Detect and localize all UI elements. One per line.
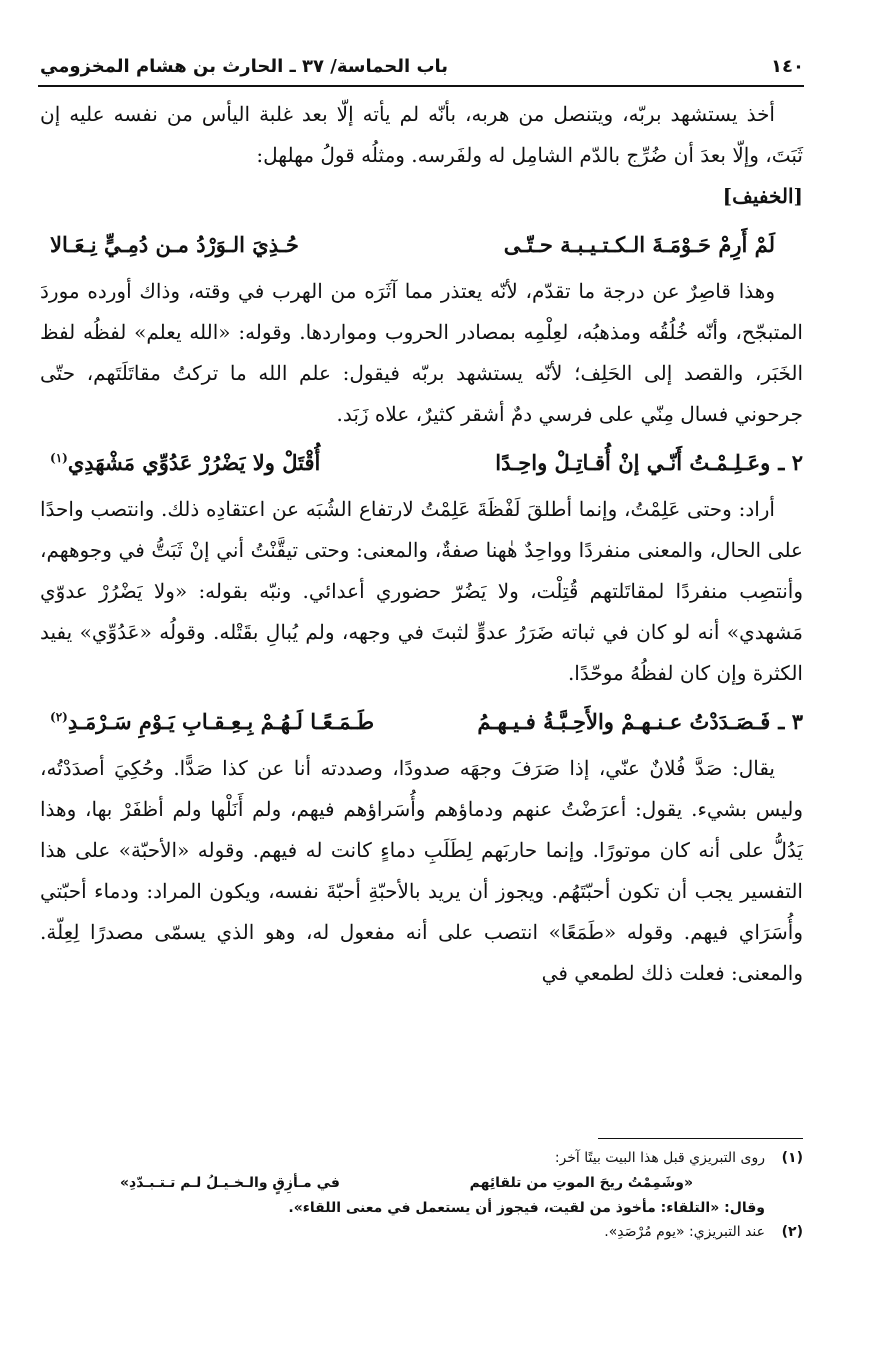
header-rule xyxy=(38,85,804,87)
meter-label: [الخفيف] xyxy=(722,184,803,208)
verse-hemistich-first: لَمْ أَرِمْ حَـوْمَـةَ الـكـتـيـبـة حـتّـى xyxy=(503,231,775,257)
running-title: باب الحماسة/ ٣٧ ـ الحارث بن هشام المخزومي xyxy=(40,55,449,77)
verse-number: ٣ ـ xyxy=(778,708,803,734)
verse-muhalhil xyxy=(40,217,803,271)
paragraph-3: أراد: وحتى عَلِمْتُ، وإنما أطلقَ لَفْظَةَ عَلِمْتُ لارتفاع الشُبَه عن اعتقادِه ذلك. وانتصب واحدًا على الحال، والمعنى منفردًا وواحِدٌ هٰهنا صفةٌ، والمعنى: وحتى تيقَّنْتُ أني إنْ ثَبَتُّ في وجوههم، وأنتصِب منفردًا لمقاتَلتهم قُتِلْت، ولا يَضُرّ حضوري أعدائي. ونبّه بقوله: «ولا يَضْرُرْ عدوّي مَشهدي» أنه لو كان في ثباته ضَرَرُ عدوٍّ لثبتَ في وجهه، ولم يُبالِ بقَتْله. وقولُه «عَدُوِّي» يفيد الكثرة وإن كان لفظُهُ موحّدًا. xyxy=(40,497,803,685)
footnote-text: روى التبريزي قبل هذا البيت بيتًا آخر: xyxy=(554,1150,765,1166)
verse-hemistich-second: أُقْتَلْ ولا يَضْرُرْ عَدُوِّي مَشْهَدِي$^{(١)}$ xyxy=(50,449,321,475)
footnote-2 xyxy=(40,1220,803,1244)
footnote-continuation: وقال: «التلقاء: مأخوذ من لقيت، فيجوز أن يستعمل في معنى اللقاء». xyxy=(288,1200,765,1216)
paragraph-1: أخذ يستشهد بربّه، ويتنصل من هربه، بأنّه لم يأته إلّا بعد غلبة اليأس من نفسه عليه إن ثَبَتَ، وإلّا بعدَ أن ضُرِّج بالدّم الشامِل له ولفَرسه. ومثلُه قولُ مهلهل: xyxy=(40,102,803,167)
verse-number: ٢ ـ xyxy=(778,449,803,475)
paragraph-2: وهذا قاصِرٌ عن درجة ما تقدّم، لأنّه يعتذر مما آثَرَه من الهرب في وقته، وذاك أورده موردَ المتبجّح، وأنّه خُلُقُه ومذهبُه، لعِلْمِه بمصادر الحروب ومواردها. وقوله: «الله يعلم» لفظُه لفظ الخَبَر، والقصد إلى الحَلِف؛ لأنّه يستشهد بربّه فيقول: علم الله ما تركتُ مقاتَلَتَهم، حتّى جرحوني فسال مِنّي على فرسي دمٌ أشقر كثيرٌ، علاه زَبَد. xyxy=(40,279,803,426)
page-header xyxy=(40,50,804,82)
verse-hemistich-first: «وشَمِمْتُ ريحَ الموتِ من تلقائِهم xyxy=(469,1175,693,1191)
main-text xyxy=(40,94,803,994)
footnotes xyxy=(40,1146,803,1244)
verse-3 xyxy=(40,694,803,748)
page-number: ١٤٠ xyxy=(771,55,804,77)
verse-2 xyxy=(40,435,803,489)
footnote-number: (١) xyxy=(781,1150,803,1166)
footnote-1 xyxy=(40,1146,803,1170)
footnote-text: عند التبريزي: «يوم مُرْصَدِ». xyxy=(604,1224,765,1240)
footnote-rule xyxy=(598,1138,803,1139)
verse-hemistich-second: في مـأزِقٍ والـخـيـلُ لـم تـتـبـدّدِ» xyxy=(120,1175,340,1191)
verse-hemistich-second: طَـمَـعًـا لَـهُـمْ بِـعِـقـابِ يَـوْمِ سَـرْمَـدِ$^{(٢)}$ xyxy=(50,708,375,734)
verse-hemistich-second: حُـذِيَ الـوَرْدُ مـن دُمِـيٍّ نِـعَـالا xyxy=(50,231,299,257)
footnote-marker[interactable]: (١) xyxy=(50,450,68,465)
verse-hemistich-first: فَـصَـدَدْتُ عـنـهـمْ والأَحِـبَّـةُ فـيـهـمُ xyxy=(477,708,771,734)
footnote-number: (٢) xyxy=(781,1224,803,1240)
footnote-verse xyxy=(40,1170,803,1196)
paragraph-4: يقال: صَدَّ فُلانٌ عنّي، إذا صَرَفَ وجهَه صدودًا، وصددته أنا عن كذا صَدًّا. وحُكِيَ أصدَدْتُه، وليس بشيء. يقول: أعرَضْتُ عنهم ودماؤهم وأُسَراؤهم فيهم، ولم أَنَلْها ولم أظفَرْ بها، وهذا يَدُلُّ على أنه كان موتورًا. وإنما حاربَهم لِطَلَبِ دماءٍ كانت له فيهم. وقوله «الأحبّة» على هذا التفسير يجب أن تكون أحبّتَهُم. ويجوز أن يريد بالأحبّةِ أحبّةَ نفسه، ويكون المراد: ودماء أحبّتي وأُسَرَاي فيهم. وقوله «طَمَعًا» انتصب على أنه مفعول له، وهو الذي يسمّى مصدرًا لِعِلّة. والمعنى: فعلت ذلك لطمعي في xyxy=(40,756,803,985)
verse-hemistich-first: وعَـلِـمْـتُ أَنّـي إنْ أُقـاتِـلْ واحِـدًا xyxy=(495,449,771,475)
footnote-marker[interactable]: (٢) xyxy=(50,709,68,724)
